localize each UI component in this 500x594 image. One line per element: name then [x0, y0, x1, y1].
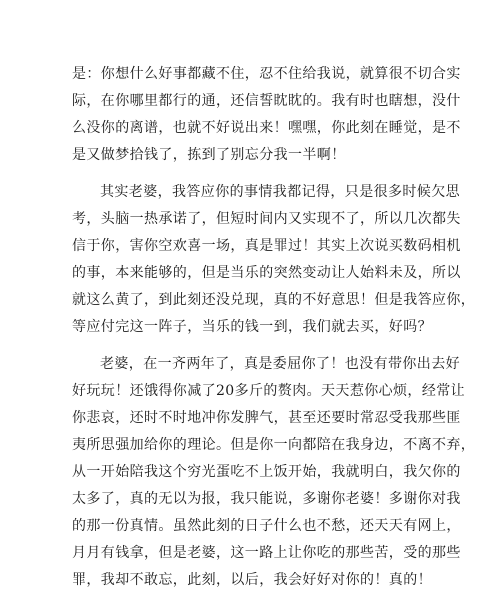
text-line: 其实老婆，我答应你的事情我都记得，只是很多时候欠思	[100, 184, 460, 200]
text-line: 的那一份真情。虽然此刻的日子什么也不愁，还天天有网上，	[72, 518, 461, 534]
text-line: 信于你，害你空欢喜一场，真是罪过！其实上次说买数码相机	[72, 238, 461, 254]
text-line: 考，头脑一热承诺了，但短时间内又实现不了，所以几次都失	[72, 211, 461, 227]
text-line: 太多了，真的无以为报，我只能说，多谢你老婆！多谢你对我	[72, 491, 461, 507]
text-line: 是又做梦拾钱了，拣到了别忘分我一半啊！	[72, 147, 346, 163]
text-line: 的事，本来能够的，但是当乐的突然变动让人始料未及，所以	[72, 265, 461, 281]
text-line: 夷所思强加给你的理论。但是你一向都陪在我身边，不离不弃，	[72, 437, 476, 453]
text-line: 际，在你哪里都行的通，还信誓眈眈的。我有时也瞎想，没什	[72, 93, 461, 109]
paragraph-3	[72, 351, 476, 594]
text-line: 好玩玩！还饿得你减了20多斤的赘肉。天天惹你心烦，经常让	[72, 383, 466, 399]
text-line: 是：你想什么好事都藏不住，忍不住给我说，就算很不切合实	[72, 66, 461, 82]
paragraph-1	[72, 61, 461, 169]
paragraph-2	[72, 179, 476, 341]
text-line: 么没你的离谱，也就不好说出来！嘿嘿，你此刻在睡觉，是不	[72, 120, 461, 136]
text-line: 老婆，在一齐两年了，真是委屈你了！也没有带你出去好	[100, 356, 460, 372]
text-line: 罪，我却不敢忘，此刻，以后，我会好好对你的！真的！	[72, 572, 432, 588]
text-line: 等应付完这一阵子，当乐的钱一到，我们就去买，好吗？	[72, 319, 432, 335]
text-line: 你悲哀，还时不时地冲你发脾气，甚至还要时常忍受我那些匪	[72, 410, 461, 426]
text-line: 从一开始陪我这个穷光蛋吃不上饭开始，我就明白，我欠你的	[72, 464, 461, 480]
text-line: 就这么黄了，到此刻还没兑现，真的不好意思！但是我答应你，	[72, 292, 476, 308]
text-line: 月月有钱拿，但是老婆，这一路上让你吃的那些苦，受的那些	[72, 545, 461, 561]
